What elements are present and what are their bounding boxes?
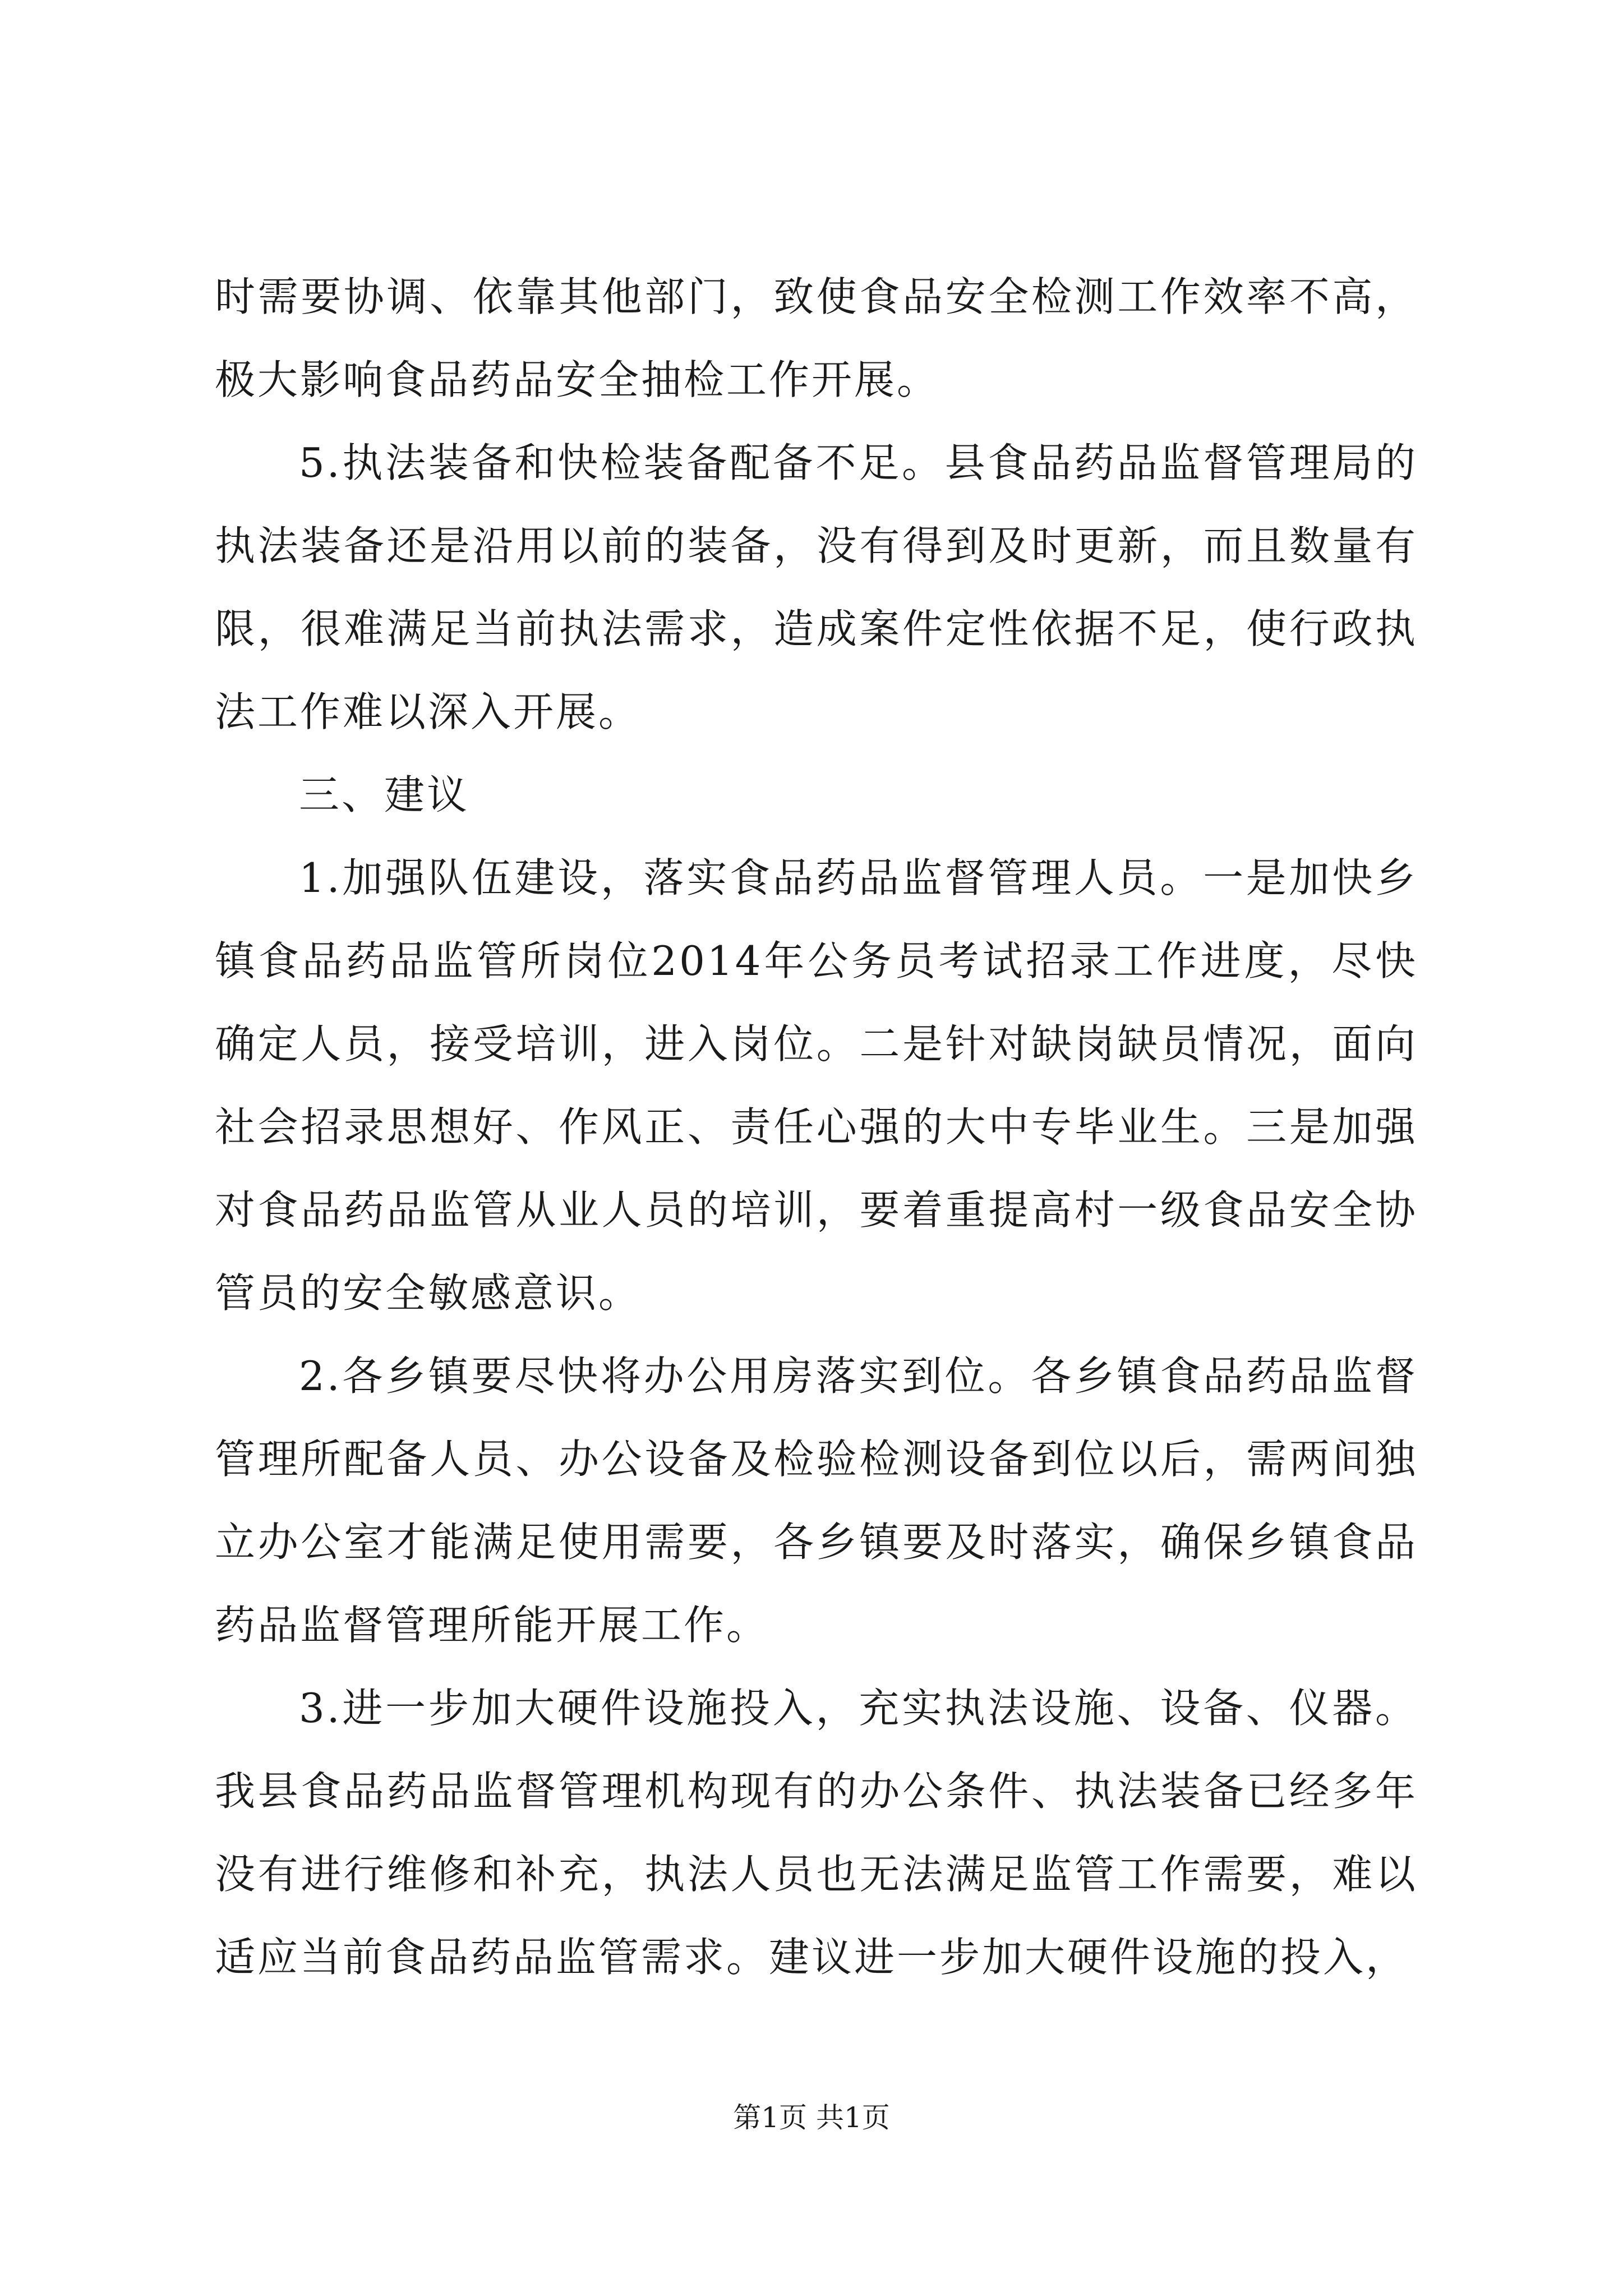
paragraph-item-5: 5.执法装备和快检装备配备不足。县食品药品监督管理局的执法装备还是沿用以前的装备，没有得到及时更新，而且数量有限，很难满足当前执法需求，造成案件定性依据不足，使行政执法工作难以深入开展。 <box>215 439 1418 735</box>
paragraph-continuation: 时需要协调、依靠其他部门，致使食品安全检测工作效率不高，极大影响食品药品安全抽检工作开展。 <box>215 273 1418 403</box>
page-footer: 第1页 共1页 <box>733 2101 890 2134</box>
paragraph-suggestion-1: 1.加强队伍建设，落实食品药品监督管理人员。一是加快乡镇食品药品监管所岗位2014年公务员考试招录工作进度，尽快确定人员，接受培训，进入岗位。二是针对缺岗缺员情况，面向社会招录思想好、作风正、责任心强的大中专毕业生。三是加强对食品药品监管从业人员的培训，要着重提高村一级食品安全协管员的安全敏感意识。 <box>215 854 1418 1317</box>
paragraph-suggestion-2: 2.各乡镇要尽快将办公用房落实到位。各乡镇食品药品监督管理所配备人员、办公设备及检验检测设备到位以后，需两间独立办公室才能满足使用需要，各乡镇要及时落实，确保乡镇食品药品监督管理所能开展工作。 <box>215 1352 1418 1649</box>
paragraph-suggestion-3: 3.进一步加大硬件设施投入，充实执法设施、设备、仪器。我县食品药品监督管理机构现有的办公条件、执法装备已经多年没有进行维修和补充，执法人员也无法满足监管工作需要，难以适应当前食品药品监管需求。建议进一步加大硬件设施的投入， <box>215 1685 1418 1981</box>
document-body <box>215 255 1418 1999</box>
section-heading-suggestions: 三、建议 <box>299 771 470 818</box>
